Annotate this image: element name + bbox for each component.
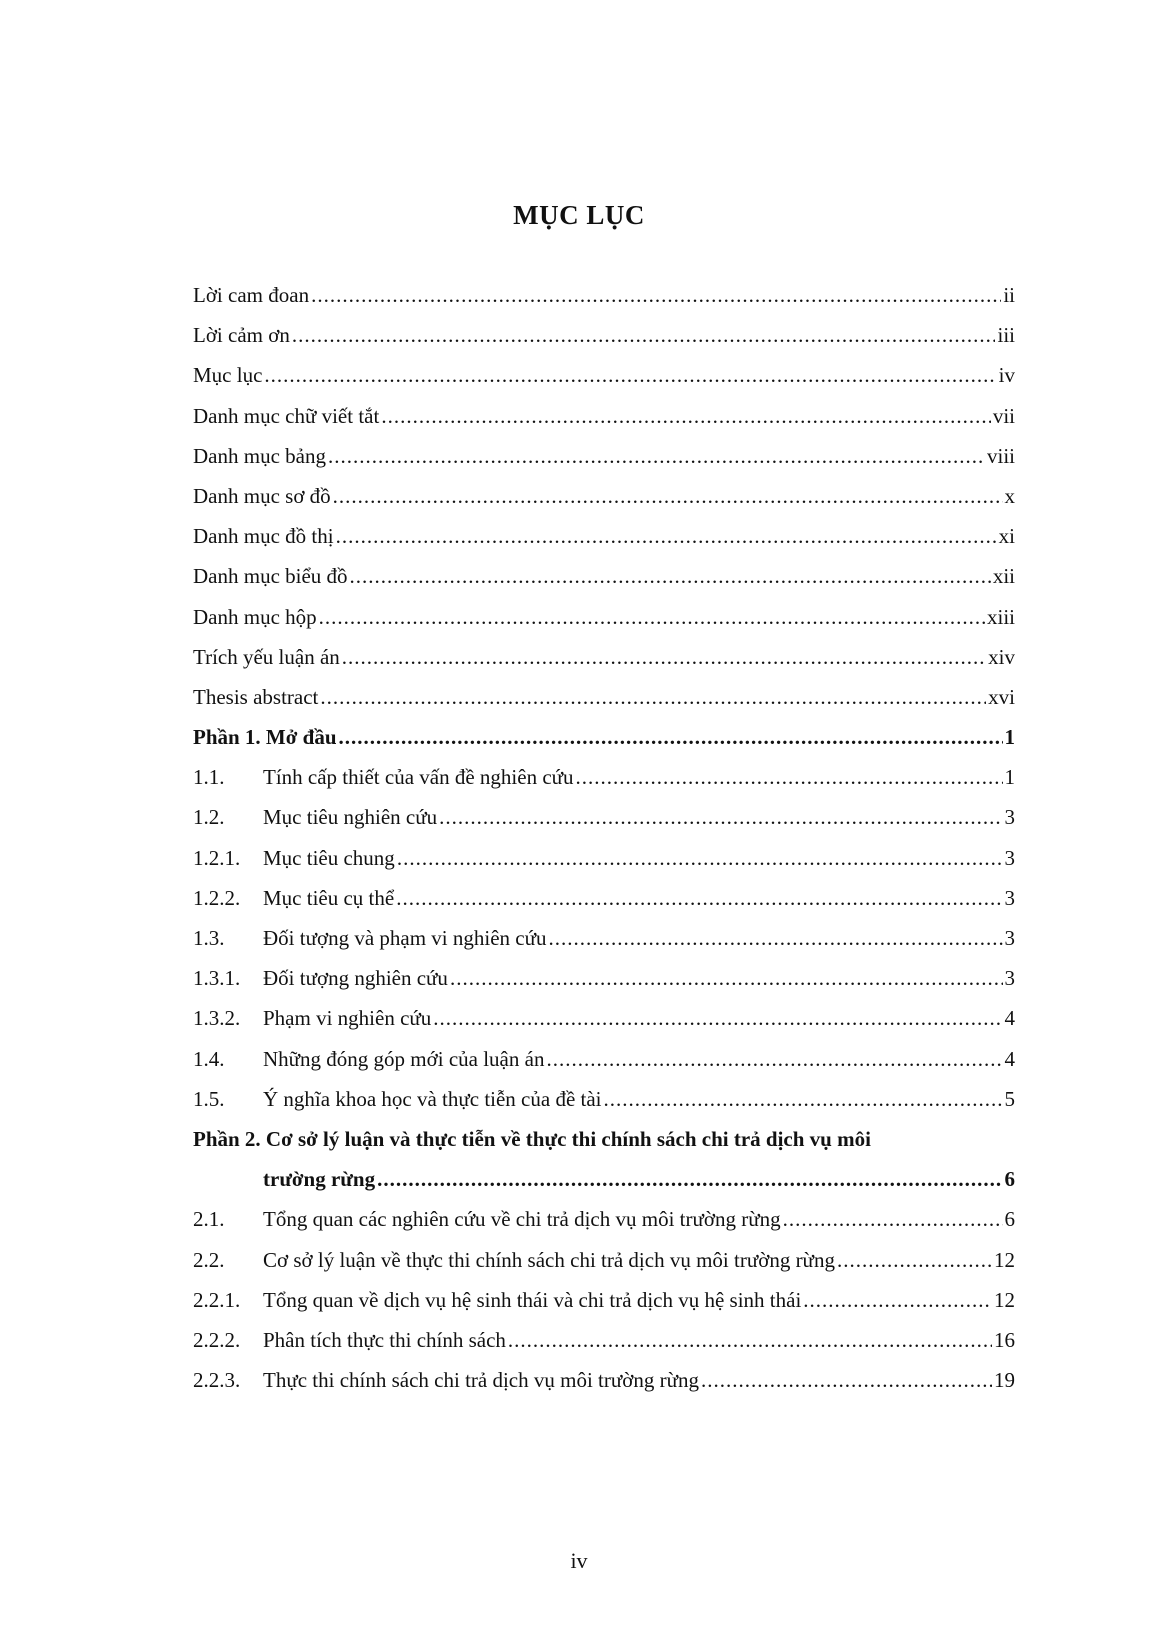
toc-entry[interactable] — [193, 1039, 1015, 1079]
toc-entry-number: 1.2.2. — [193, 885, 241, 910]
toc-part-heading-line1[interactable]: Phần 2. Cơ sở lý luận và thực tiễn về thực thi chính sách chi trả dịch vụ môi — [193, 1126, 871, 1151]
toc-entry[interactable] — [193, 1280, 1015, 1320]
toc-entry-page: xi — [998, 524, 1015, 549]
toc-entry-label: Danh mục sơ đồ — [193, 483, 331, 508]
toc-entry-label: Trích yếu luận án — [193, 644, 340, 669]
toc-entry[interactable] — [193, 1240, 1015, 1280]
toc-entry-page: 6 — [1004, 1167, 1015, 1192]
toc-leader-dots — [381, 396, 991, 436]
toc-entry-label: Thesis abstract — [193, 684, 319, 709]
toc-leader-dots — [549, 918, 1003, 958]
toc-entry-label: Danh mục hộp — [193, 604, 317, 629]
toc-entry-page: xiii — [986, 604, 1015, 629]
toc-entry[interactable] — [193, 797, 1015, 837]
toc-leader-dots — [342, 637, 986, 677]
toc-leader-dots — [336, 516, 997, 556]
toc-entry-page: iii — [997, 323, 1015, 348]
toc-entry-label: Đối tượng và phạm vi nghiên cứu — [263, 926, 547, 950]
toc-entry[interactable] — [193, 998, 1015, 1038]
toc-entry-label: Phần 1. Mở đầu — [193, 725, 337, 750]
toc-entry-page: 12 — [994, 1287, 1015, 1312]
page-number: iv — [570, 1548, 588, 1573]
toc-entry-number: 2.2.3. — [193, 1368, 241, 1393]
toc-entry[interactable] — [193, 516, 1015, 556]
toc-entry[interactable] — [193, 1199, 1015, 1239]
toc-leader-dots — [292, 315, 996, 355]
toc-entry-label: Những đóng góp mới của luận án — [263, 1046, 545, 1071]
toc-entry-number: 2.1. — [193, 1207, 225, 1232]
toc-entry[interactable] — [193, 838, 1015, 878]
toc-entry-page: vii — [992, 403, 1015, 428]
toc-entry-page: 3 — [1004, 845, 1015, 870]
toc-leader-dots — [311, 275, 1001, 315]
toc-entry-page: 16 — [994, 1327, 1015, 1352]
toc-entry-label: Cơ sở lý luận về thực thi chính sách chi trả dịch vụ môi trường rừng — [263, 1247, 835, 1272]
table-of-contents — [193, 275, 1015, 1400]
toc-entry-page: xii — [992, 564, 1015, 589]
toc-leader-dots — [783, 1199, 1003, 1239]
toc-entry-page: 1 — [1004, 765, 1015, 790]
toc-entry-number: 1.3. — [193, 926, 225, 950]
toc-entry[interactable] — [193, 476, 1015, 516]
toc-leader-dots — [546, 1039, 1002, 1079]
toc-entry-page: 6 — [1004, 1207, 1015, 1232]
toc-entry[interactable] — [193, 556, 1015, 596]
toc-entry-page: 12 — [994, 1247, 1015, 1272]
toc-entry-label: Mục tiêu nghiên cứu — [263, 805, 438, 830]
toc-entry-label: Danh mục đồ thị — [193, 524, 334, 549]
toc-leader-dots — [450, 958, 1003, 998]
page-title: MỤC LỤC — [513, 200, 645, 230]
toc-leader-dots — [576, 757, 1003, 797]
toc-entry-label: Tổng quan về dịch vụ hệ sinh thái và chi trả dịch vụ hệ sinh thái — [263, 1287, 802, 1312]
toc-entry-label: Danh mục chữ viết tắt — [193, 403, 380, 428]
toc-entry-label: Đối tượng nghiên cứu — [263, 966, 448, 991]
toc-entry-label: Tính cấp thiết của vấn đề nghiên cứu — [263, 765, 574, 790]
toc-entry-label: Lời cam đoan — [193, 283, 310, 307]
toc-entry-label: Phân tích thực thi chính sách — [263, 1327, 506, 1352]
toc-leader-dots — [701, 1360, 992, 1400]
toc-entry-label: Mục tiêu chung — [263, 845, 395, 870]
toc-entry-page: xiv — [988, 644, 1015, 669]
toc-leader-dots — [439, 797, 1002, 837]
toc-entry[interactable] — [193, 275, 1015, 315]
toc-entry-page: 3 — [1004, 926, 1015, 950]
toc-entry-number: 1.2.1. — [193, 845, 241, 870]
toc-leader-dots — [377, 1159, 1002, 1199]
toc-part-heading[interactable] — [193, 1159, 1015, 1199]
toc-leader-dots — [396, 878, 1002, 918]
toc-entry-page: 4 — [1004, 1046, 1015, 1071]
toc-entry-page: 3 — [1004, 805, 1015, 830]
toc-entry-page: 5 — [1004, 1086, 1015, 1111]
toc-leader-dots — [397, 838, 1003, 878]
toc-entry-label: Ý nghĩa khoa học và thực tiễn của đề tài — [263, 1086, 602, 1111]
toc-entry-number: 1.4. — [193, 1046, 225, 1071]
toc-entry-label: Mục tiêu cụ thể — [263, 885, 395, 910]
toc-leader-dots — [320, 677, 986, 717]
toc-leader-dots — [264, 355, 996, 395]
toc-entry[interactable] — [193, 1320, 1015, 1360]
toc-entry-number: 1.1. — [193, 765, 225, 790]
toc-leader-dots — [350, 556, 991, 596]
toc-entry-label: Danh mục biểu đồ — [193, 564, 348, 589]
toc-entry[interactable] — [193, 878, 1015, 918]
toc-entry[interactable] — [193, 436, 1015, 476]
toc-entry-number: 1.2. — [193, 805, 225, 830]
toc-entry-page: x — [1004, 483, 1015, 508]
toc-entry-label: Mục lục — [193, 363, 263, 388]
toc-entry[interactable] — [193, 315, 1015, 355]
toc-leader-dots — [433, 998, 1002, 1038]
toc-entry-number: 1.3.2. — [193, 1006, 241, 1031]
toc-entry[interactable] — [193, 1079, 1015, 1119]
toc-entry[interactable] — [193, 396, 1015, 436]
toc-entry-page: 4 — [1004, 1006, 1015, 1031]
toc-entry-number: 2.2. — [193, 1247, 225, 1272]
toc-leader-dots — [508, 1320, 992, 1360]
toc-entry-page: viii — [986, 443, 1015, 468]
toc-entry[interactable] — [193, 918, 1015, 958]
toc-leader-dots — [333, 476, 1003, 516]
toc-entry-number: 2.2.2. — [193, 1327, 241, 1352]
toc-entry[interactable] — [193, 677, 1015, 717]
toc-entry-label: Thực thi chính sách chi trả dịch vụ môi trường rừng — [263, 1368, 699, 1393]
toc-entry-page: xvi — [988, 684, 1015, 709]
toc-leader-dots — [803, 1280, 992, 1320]
toc-entry[interactable] — [193, 637, 1015, 677]
toc-entry-page: iv — [998, 363, 1015, 388]
toc-entry-number: 2.2.1. — [193, 1287, 241, 1312]
toc-entry[interactable] — [193, 597, 1015, 637]
toc-entry-label: Lời cảm ơn — [193, 323, 290, 348]
toc-entry-label: Tổng quan các nghiên cứu về chi trả dịch vụ môi trường rừng — [263, 1207, 781, 1232]
toc-entry-number: 1.5. — [193, 1086, 225, 1111]
toc-leader-dots — [604, 1079, 1003, 1119]
toc-leader-dots — [837, 1240, 992, 1280]
toc-entry-label: Phạm vi nghiên cứu — [263, 1006, 432, 1031]
toc-entry[interactable] — [193, 958, 1015, 998]
toc-entry-number: 1.3.1. — [193, 966, 241, 991]
toc-leader-dots — [319, 597, 985, 637]
toc-entry[interactable] — [193, 355, 1015, 395]
toc-leader-dots — [328, 436, 985, 476]
toc-entry-label: trường rừng — [263, 1167, 376, 1192]
toc-part-heading[interactable] — [193, 717, 1015, 757]
toc-entry-page: 3 — [1004, 885, 1015, 910]
toc-entry[interactable] — [193, 1360, 1015, 1400]
toc-entry-label: Danh mục bảng — [193, 443, 326, 468]
toc-entry[interactable] — [193, 757, 1015, 797]
toc-entry-page: ii — [1003, 283, 1015, 307]
toc-entry-page: 3 — [1004, 966, 1015, 991]
toc-entry-page: 1 — [1004, 725, 1015, 750]
toc-leader-dots — [339, 717, 1003, 757]
toc-entry-page: 19 — [994, 1368, 1015, 1393]
